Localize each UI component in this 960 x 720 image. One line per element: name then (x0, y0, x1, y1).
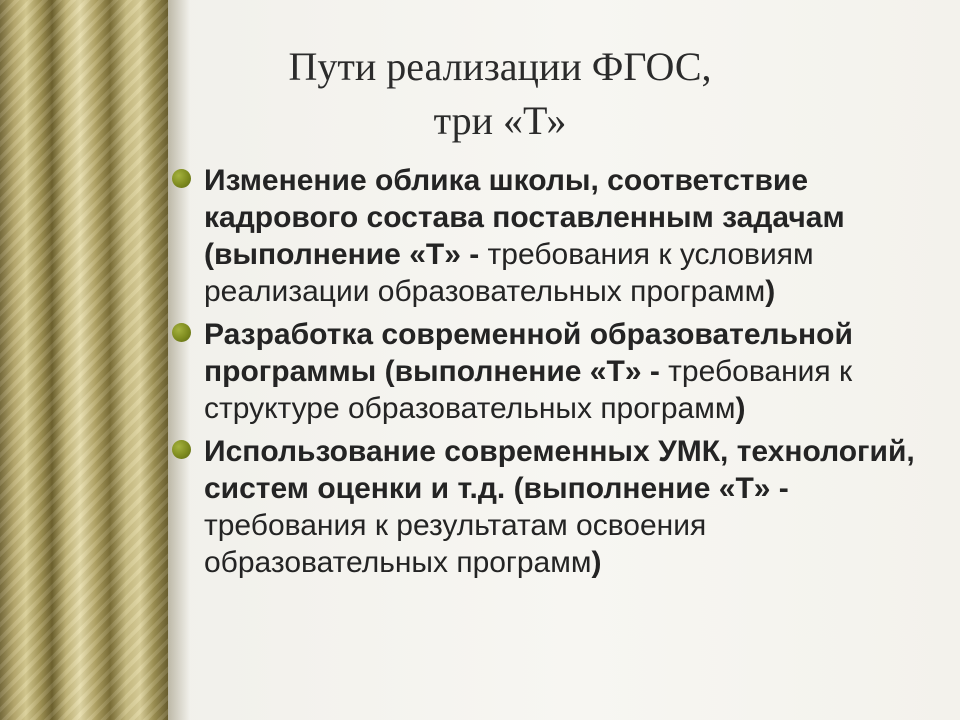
bullet-item (172, 162, 942, 310)
bullet-normal-text: требования к условиям реализации образовательных программ (204, 238, 814, 308)
bullet-normal-text: требования к структуре образовательных программ (204, 355, 853, 425)
title-line-1: Пути реализации ФГОС, (288, 44, 712, 89)
bullet-close-paren: ) (765, 275, 776, 308)
title-line-2: три «Т» (433, 98, 567, 143)
bullet-item (172, 316, 942, 427)
bullet-dot-icon (172, 440, 191, 459)
decorative-column (0, 0, 168, 720)
bullet-close-paren: ) (735, 392, 746, 425)
bullet-bold-text: Разработка современной образовательной программы (выполнение «Т» - (204, 318, 853, 388)
bullet-normal-text: требования к результатам освоения образовательных программ (204, 509, 707, 579)
bullet-item (172, 433, 942, 581)
bullet-list (172, 162, 942, 587)
bullet-close-paren: ) (591, 546, 602, 579)
bullet-dot-icon (172, 323, 191, 342)
bullet-dot-icon (172, 169, 191, 188)
bullet-bold-text: Использование современных УМК, технологий, систем оценки и т.д. (выполнение «Т» - (204, 435, 915, 505)
slide-title (180, 40, 820, 148)
bullet-bold-text: Изменение облика школы, соответствие кадрового состава поставленным задачам (выполнение «Т» - (204, 164, 845, 271)
